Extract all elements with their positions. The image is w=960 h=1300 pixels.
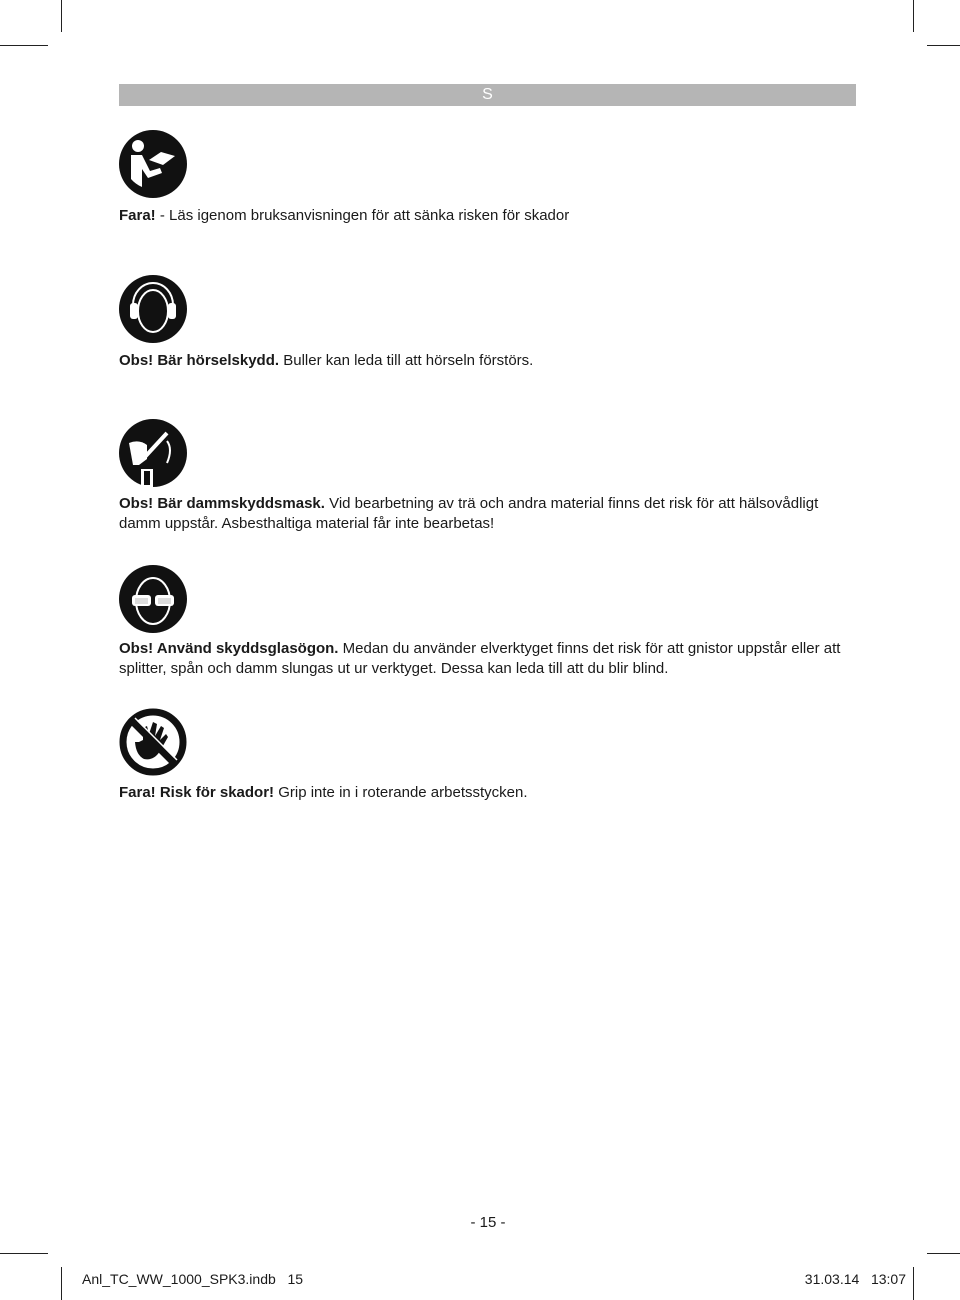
warning-text: Obs! Bär dammskyddsmask. Vid bearbetning av trä och andra material finns det risk för att hälsovådligt damm uppstår. Asbesthaltiga material får inte bearbetas! [119,495,819,532]
dust-mask-icon [119,419,187,487]
crop-mark [61,1267,62,1300]
section-label: S [482,86,493,103]
page-number: - 15 - [470,1214,506,1231]
crop-mark [927,45,960,46]
crop-mark [927,1253,960,1254]
date-time: 31.03.14 13:07 [804,1271,906,1287]
warning-text: Fara! Risk för skador! Grip inte in i roterande arbetsstycken. [119,784,528,801]
crop-mark [0,45,48,46]
file-name: Anl_TC_WW_1000_SPK3.indb 15 [82,1271,304,1287]
crop-mark [913,0,914,32]
warning-text: Obs! Bär hörselskydd. Buller kan leda till att hörseln förstörs. [119,352,534,369]
section-header-bar [119,84,856,106]
crop-mark [61,0,62,32]
crop-mark [0,1253,48,1254]
warning-text: Fara! - Läs igenom bruksanvisningen för att sänka risken för skador [119,207,570,224]
read-manual-icon [119,130,187,198]
safety-goggles-icon [119,565,187,633]
crop-mark [913,1267,914,1300]
warning-text: Obs! Använd skyddsglasögon. Medan du använder elverktyget finns det risk för att gnistor uppstår eller att splitter, spån och damm slungas ut ur verktyget. Dessa kan leda till att du blir blind. [119,640,841,677]
no-hands-icon [119,708,187,776]
ear-protection-icon [119,275,187,343]
